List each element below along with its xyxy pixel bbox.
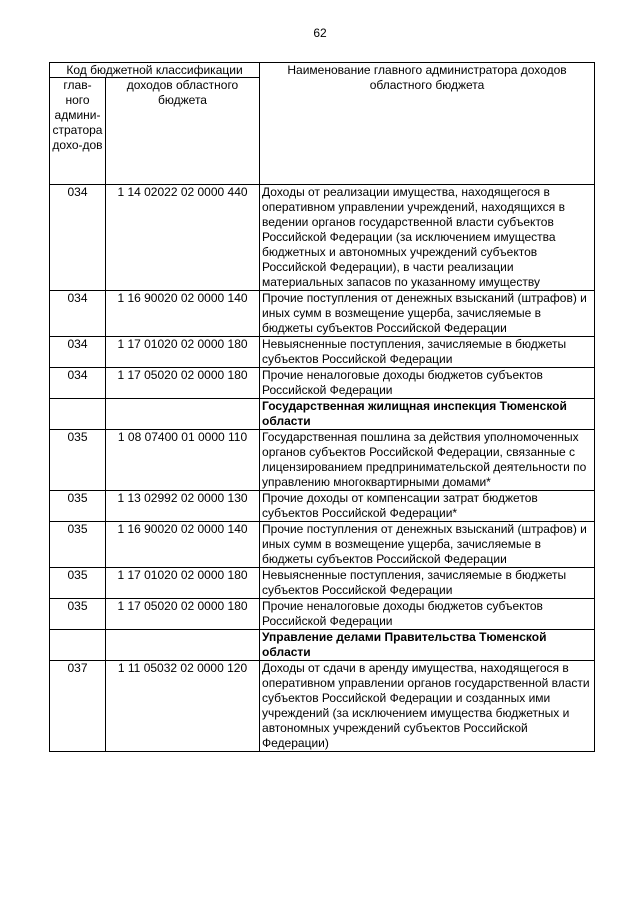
income-name-cell: Государственная пошлина за действия уполномоченных органов субъектов Российской Федерации, связанные с лицензированием предпринимательской деятельности по управлению многоквартирными домами*	[260, 430, 595, 491]
income-name-cell: Невыясненные поступления, зачисляемые в бюджеты субъектов Российской Федерации	[260, 337, 595, 368]
table-row	[50, 337, 595, 368]
income-code-cell: 1 11 05032 02 0000 120	[106, 661, 260, 752]
admin-code-cell	[50, 630, 106, 661]
section-row	[50, 399, 595, 430]
table-body	[50, 185, 595, 752]
admin-code-cell: 035	[50, 430, 106, 491]
income-code-cell: 1 16 90020 02 0000 140	[106, 291, 260, 337]
admin-code-cell: 035	[50, 599, 106, 630]
admin-code-cell: 034	[50, 368, 106, 399]
income-name-cell: Управление делами Правительства Тюменской области	[260, 630, 595, 661]
income-code-cell: 1 17 01020 02 0000 180	[106, 568, 260, 599]
budget-classification-table	[49, 62, 595, 752]
income-code-cell	[106, 630, 260, 661]
income-name-cell: Прочие неналоговые доходы бюджетов субъектов Российской Федерации	[260, 368, 595, 399]
income-name-cell: Прочие поступления от денежных взысканий (штрафов) и иных сумм в возмещение ущерба, зачисляемые в бюджеты субъектов Российской Федерации	[260, 522, 595, 568]
header-budget-classification-code: Код бюджетной классификации	[50, 63, 260, 78]
header-administrator-name: Наименование главного администратора доходов областного бюджета	[260, 63, 595, 185]
table-row	[50, 599, 595, 630]
admin-code-cell: 035	[50, 568, 106, 599]
table-row	[50, 368, 595, 399]
income-name-cell: Прочие поступления от денежных взысканий (штрафов) и иных сумм в возмещение ущерба, зачисляемые в бюджеты субъектов Российской Федерации	[260, 291, 595, 337]
table-row	[50, 430, 595, 491]
table-row	[50, 568, 595, 599]
header-regional-budget-income: доходов областного бюджета	[106, 78, 260, 185]
admin-code-cell: 034	[50, 185, 106, 291]
table-row	[50, 661, 595, 752]
table-row	[50, 185, 595, 291]
income-code-cell: 1 16 90020 02 0000 140	[106, 522, 260, 568]
income-code-cell: 1 13 02992 02 0000 130	[106, 491, 260, 522]
admin-code-cell	[50, 399, 106, 430]
income-name-cell: Прочие неналоговые доходы бюджетов субъектов Российской Федерации	[260, 599, 595, 630]
income-name-cell: Доходы от реализации имущества, находящегося в оперативном управлении учреждений, находящихся в ведении органов государственной власти субъектов Российской Федерации (за исключением имущества бюджетных и автономных учреждений субъектов Российской Федерации), в части реализации материальных запасов по указанному имуществу	[260, 185, 595, 291]
income-code-cell	[106, 399, 260, 430]
admin-code-cell: 035	[50, 522, 106, 568]
section-row	[50, 630, 595, 661]
income-code-cell: 1 14 02022 02 0000 440	[106, 185, 260, 291]
income-name-cell: Доходы от сдачи в аренду имущества, находящегося в оперативном управлении органов государственной власти субъектов Российской Федерации и созданных ими учреждений (за исключением имущества бюджетных и автономных учреждений субъектов Российской Федерации)	[260, 661, 595, 752]
income-code-cell: 1 17 01020 02 0000 180	[106, 337, 260, 368]
page-number: 62	[313, 26, 327, 40]
income-code-cell: 1 17 05020 02 0000 180	[106, 368, 260, 399]
admin-code-cell: 037	[50, 661, 106, 752]
admin-code-cell: 034	[50, 337, 106, 368]
income-name-cell: Невыясненные поступления, зачисляемые в бюджеты субъектов Российской Федерации	[260, 568, 595, 599]
table-row	[50, 491, 595, 522]
income-name-cell: Прочие доходы от компенсации затрат бюджетов субъектов Российской Федерации*	[260, 491, 595, 522]
admin-code-cell: 034	[50, 291, 106, 337]
header-main-administrator: глав-ного админи-стратора дохо-дов	[50, 78, 106, 185]
table-row	[50, 522, 595, 568]
admin-code-cell: 035	[50, 491, 106, 522]
income-name-cell: Государственная жилищная инспекция Тюменской области	[260, 399, 595, 430]
table-row	[50, 291, 595, 337]
income-code-cell: 1 17 05020 02 0000 180	[106, 599, 260, 630]
income-code-cell: 1 08 07400 01 0000 110	[106, 430, 260, 491]
